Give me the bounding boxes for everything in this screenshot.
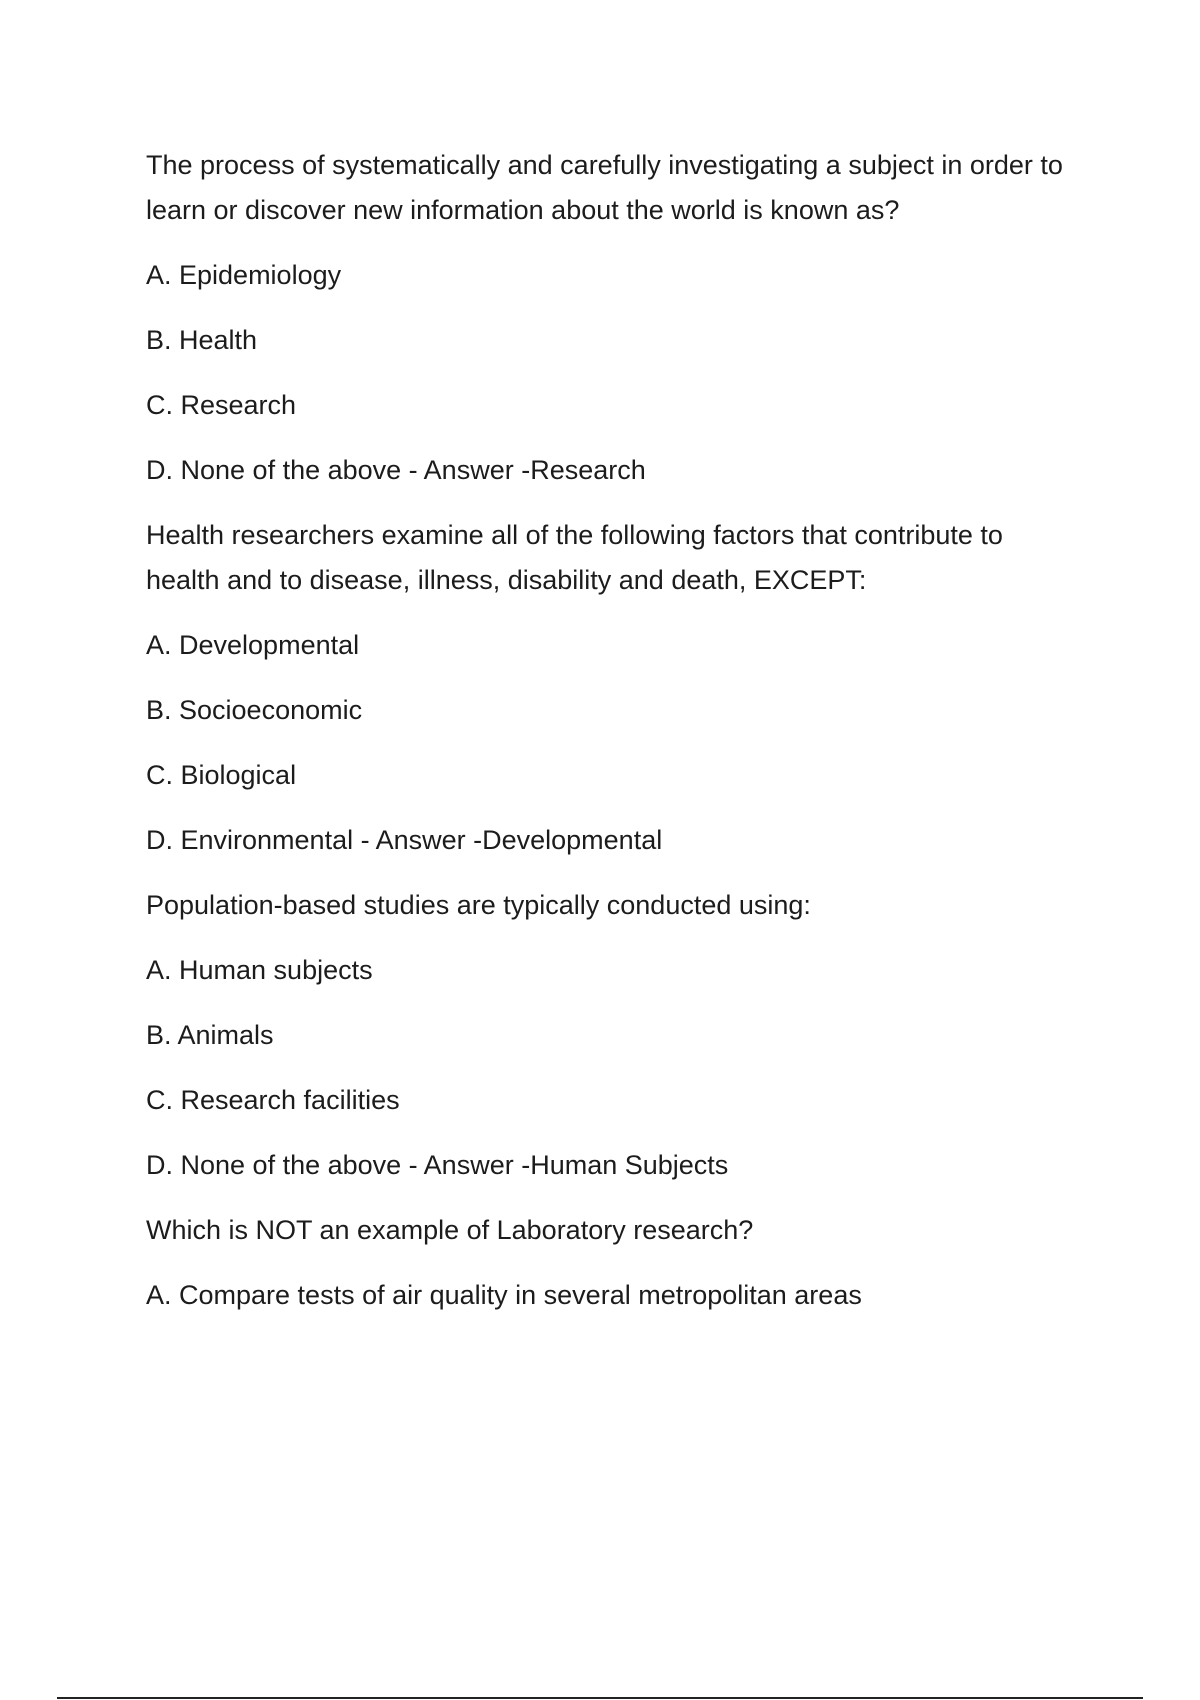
answer-option: D. None of the above - Answer -Research [146, 455, 646, 485]
answer-option: D. None of the above - Answer -Human Subjects [146, 1150, 729, 1180]
answer-option: A. Human subjects [146, 955, 373, 985]
answer-option: B. Animals [146, 1020, 274, 1050]
question-block [146, 513, 1076, 863]
answer-option: B. Socioeconomic [146, 695, 363, 725]
question-text: Health researchers examine all of the following factors that contribute to health and to disease, illness, disability and death, EXCEPT: [146, 520, 1003, 595]
answer-option: D. Environmental - Answer -Developmental [146, 825, 663, 855]
answer-option: C. Research facilities [146, 1085, 400, 1115]
question-text: The process of systematically and carefully investigating a subject in order to learn or discover new information about the world is known as? [146, 150, 1063, 225]
answer-option: A. Compare tests of air quality in several metropolitan areas [146, 1280, 862, 1310]
answer-option: A. Developmental [146, 630, 360, 660]
answer-option: C. Research [146, 390, 297, 420]
question-block [146, 1208, 1076, 1318]
answer-option: B. Health [146, 325, 258, 355]
question-block [146, 143, 1076, 493]
question-text: Which is NOT an example of Laboratory research? [146, 1215, 754, 1245]
question-block [146, 883, 1076, 1188]
question-text: Population-based studies are typically conducted using: [146, 890, 811, 920]
page-content [146, 143, 1076, 1338]
answer-option: A. Epidemiology [146, 260, 342, 290]
answer-option: C. Biological [146, 760, 297, 790]
footer-divider [57, 1697, 1143, 1699]
